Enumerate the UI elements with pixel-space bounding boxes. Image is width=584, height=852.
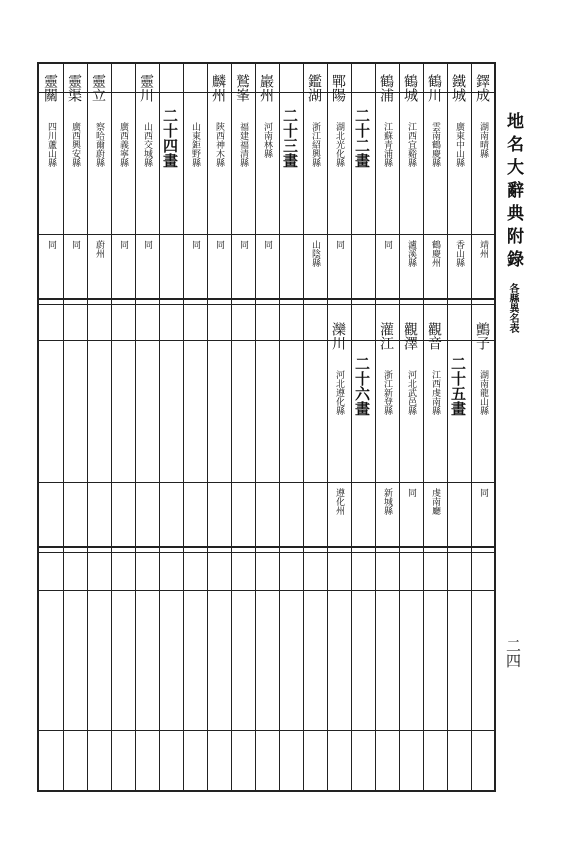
table-left-rule (37, 62, 39, 790)
entry-note: 瀘溪縣 (406, 240, 416, 267)
entry-note: 同 (334, 240, 344, 249)
table-right-rule (494, 62, 496, 792)
entry-place: 湖南晴縣 (478, 122, 488, 158)
row-rule (37, 234, 495, 235)
entry-note: 同 (118, 240, 128, 249)
tier-separator-rule (37, 304, 495, 305)
entry-note: 同 (478, 488, 488, 497)
entry-name: 鄲陽 (330, 74, 346, 102)
entry-place: 廣西義寧縣 (118, 122, 128, 167)
column-rule (207, 62, 208, 790)
entry-name: 鑑湖 (306, 74, 322, 102)
entry-note: 山陰縣 (310, 240, 320, 267)
stroke-heading: 二十六畫 (353, 356, 371, 416)
column-rule (63, 62, 64, 790)
entry-name: 灤川 (330, 322, 346, 350)
entry-name: 觀澤 (402, 322, 418, 350)
entry-name: 灌江 (378, 322, 394, 350)
entry-place: 察哈爾蔚縣 (94, 122, 104, 167)
stroke-heading: 二十三畫 (281, 108, 299, 168)
row-rule (37, 730, 495, 731)
entry-place: 河南林縣 (262, 122, 272, 158)
column-rule (327, 62, 328, 790)
entry-place: 河北武邑縣 (406, 370, 416, 415)
entry-name: 靈關 (42, 74, 58, 102)
stroke-heading: 二十五畫 (449, 356, 467, 416)
entry-place: 江蘇青浦縣 (382, 122, 392, 167)
entry-note: 蔚州 (94, 240, 104, 258)
table-bottom-rule (37, 790, 495, 792)
entry-note: 同 (382, 240, 392, 249)
entry-place: 江西宜谿縣 (406, 122, 416, 167)
entry-place: 四川蘆山縣 (46, 122, 56, 167)
row-rule (37, 482, 495, 483)
entry-place: 湖北光化縣 (334, 122, 344, 167)
column-rule (471, 62, 472, 790)
column-rule (135, 62, 136, 790)
entry-place: 浙江新登縣 (382, 370, 392, 415)
book-title: 地名大辭典附錄 (503, 112, 523, 273)
entry-name: 鐸成 (474, 74, 490, 102)
entry-name: 巖州 (258, 74, 274, 102)
column-rule (183, 62, 184, 790)
entry-name: 觀音 (426, 322, 442, 350)
entry-name: 鶴川 (426, 74, 442, 102)
entry-place: 江西虔南縣 (430, 370, 440, 415)
column-rule (87, 62, 88, 790)
entry-note: 同 (70, 240, 80, 249)
column-rule (399, 62, 400, 790)
entry-place: 山東鉅野縣 (190, 122, 200, 167)
entry-name: 靈渠 (66, 74, 82, 102)
entry-note: 遵化州 (334, 488, 344, 515)
entry-note: 同 (142, 240, 152, 249)
entry-note: 靖州 (478, 240, 488, 258)
entry-name: 鶴浦 (378, 74, 394, 102)
entry-name: 靈川 (138, 74, 154, 102)
entry-note: 虔南廳 (430, 488, 440, 515)
column-rule (111, 62, 112, 790)
entry-note: 同 (262, 240, 272, 249)
entry-note: 同 (238, 240, 248, 249)
stroke-heading: 二十二畫 (353, 108, 371, 168)
entry-place: 湖南龍山縣 (478, 370, 488, 415)
entry-place: 雲南鶴慶縣 (430, 122, 440, 167)
entry-place: 山西交城縣 (142, 122, 152, 167)
entry-name: 麟州 (210, 74, 226, 102)
column-rule (159, 62, 160, 790)
tier-separator-rule (37, 546, 495, 548)
row-rule (37, 590, 495, 591)
entry-place: 河北遵化縣 (334, 370, 344, 415)
entry-note: 香山縣 (454, 240, 464, 267)
entry-note: 鶴慶州 (430, 240, 440, 267)
entry-place: 陝西神木縣 (214, 122, 224, 167)
column-rule (255, 62, 256, 790)
column-rule (351, 62, 352, 790)
stroke-heading: 二十四畫 (161, 108, 179, 168)
table-top-rule (37, 62, 495, 64)
entry-place: 福建福清縣 (238, 122, 248, 167)
entry-name: 靈立 (90, 74, 106, 102)
entry-place: 廣東中山縣 (454, 122, 464, 167)
tier-separator-rule (37, 298, 495, 300)
entry-name: 鶴城 (402, 74, 418, 102)
entry-note: 新城縣 (382, 488, 392, 515)
table-title: 各縣異名表 (507, 283, 518, 333)
page-number: 二四 (504, 638, 522, 668)
column-rule (447, 62, 448, 790)
column-rule (375, 62, 376, 790)
entry-name: 鐵城 (450, 74, 466, 102)
entry-place: 廣西興安縣 (70, 122, 80, 167)
entry-note: 同 (190, 240, 200, 249)
entry-note: 同 (214, 240, 224, 249)
column-rule (231, 62, 232, 790)
entry-note: 同 (406, 488, 416, 497)
entry-note: 同 (46, 240, 56, 249)
entry-name: 鸇子 (474, 322, 490, 350)
entry-name: 鷲峯 (234, 74, 250, 102)
tier-separator-rule (37, 552, 495, 553)
column-rule (423, 62, 424, 790)
entry-place: 浙江紹興縣 (310, 122, 320, 167)
column-rule (279, 62, 280, 790)
column-rule (303, 62, 304, 790)
